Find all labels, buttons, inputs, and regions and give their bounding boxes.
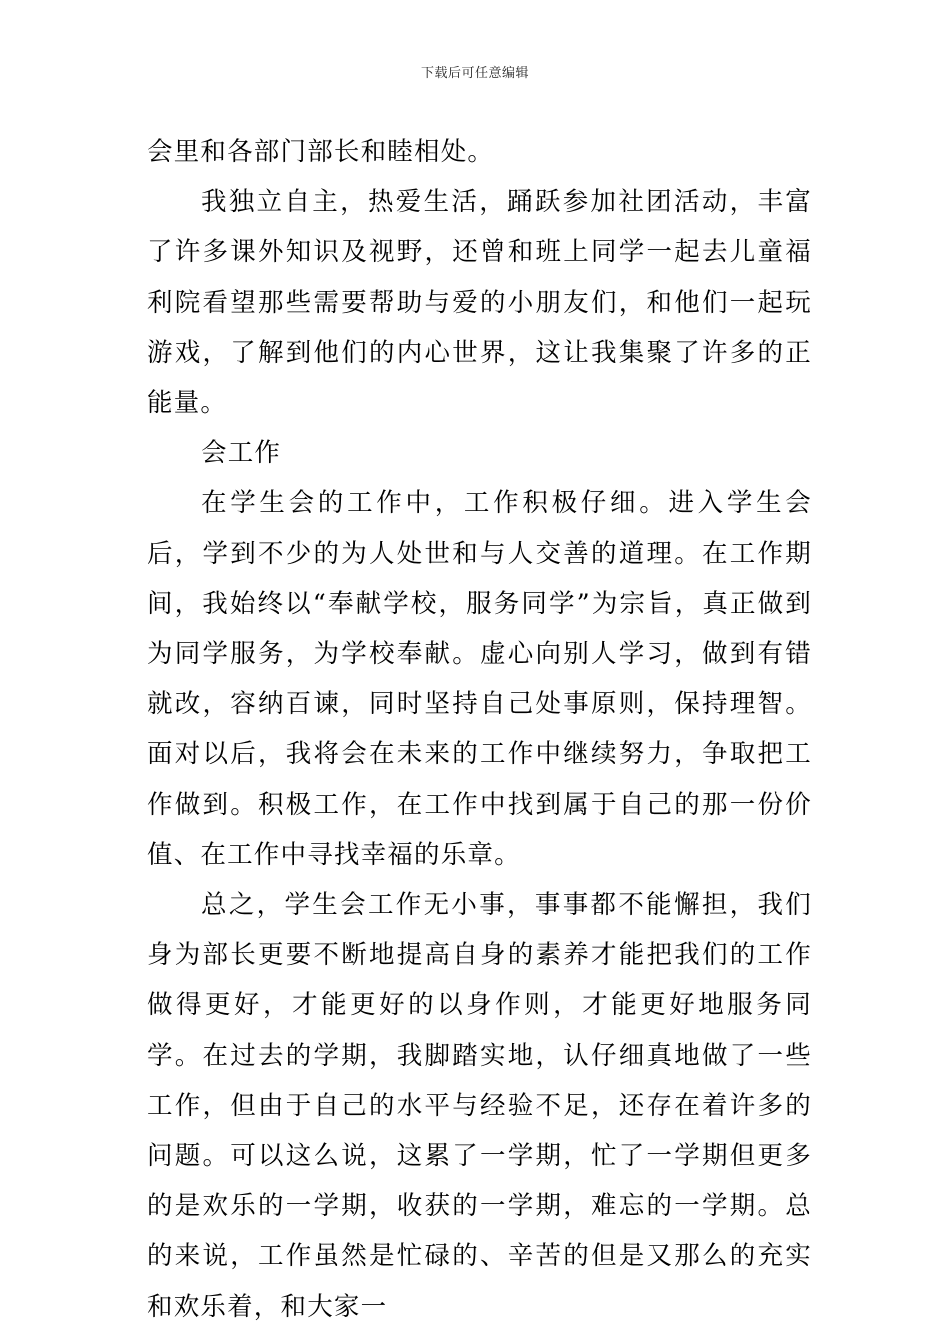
paragraph-work: 在学生会的工作中，工作积极仔细。进入学生会后，学到不少的为人处世和与人交善的道理。在工作期间，我始终以“奉献学校，服务同学”为宗旨，真正做到为同学服务，为学校奉献。虚心向别人学习，做到有错就改，容纳百谏，同时坚持自己处事原则，保持理智。面对以后，我将会在未来的工作中继续努力，争取把工作做到。积极工作，在工作中找到属于自己的那一份价值、在工作中寻找幸福的乐章。 (147, 488, 812, 870)
section-heading-work: 会工作 (201, 438, 282, 469)
paragraph-continuation: 会里和各部门部长和睦相处。 (147, 137, 495, 167)
paragraph-life: 我独立自主，热爱生活，踊跃参加社团活动，丰富了许多课外知识及视野，还曾和班上同学一起去儿童福利院看望那些需要帮助与爱的小朋友们，和他们一起玩游戏，了解到他们的内心世界，这让我集聚了许多的正能量。 (147, 187, 812, 419)
document-body (147, 127, 812, 1332)
paragraph-summary: 总之，学生会工作无小事，事事都不能懈担，我们身为部长更要不断地提高自身的素养才能把我们的工作做得更好，才能更好的以身作则，才能更好地服务同学。在过去的学期，我脚踏实地，认仔细真地做了一些工作，但由于自己的水平与经验不足，还存在着许多的问题。可以这么说，这累了一学期，忙了一学期但更多的是欢乐的一学期，收获的一学期，难忘的一学期。总的来说，工作虽然是忙碌的、辛苦的但是又那么的充实和欢乐着，和大家一 (147, 890, 812, 1322)
page-header: 下载后可任意编辑 (420, 66, 529, 81)
